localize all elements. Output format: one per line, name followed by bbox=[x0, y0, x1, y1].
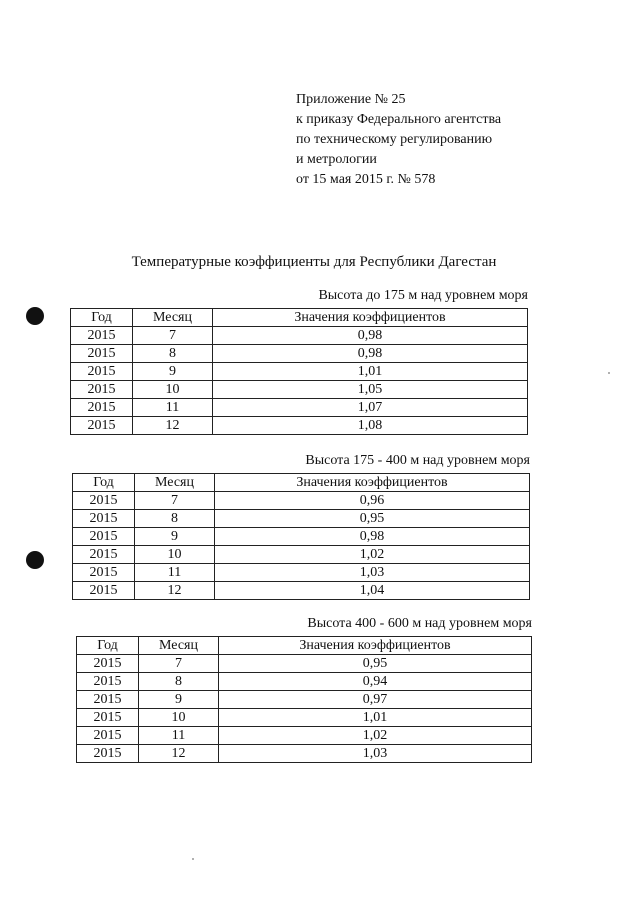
year-cell: 2015 bbox=[73, 492, 135, 510]
table-row bbox=[71, 345, 528, 363]
year-cell: 2015 bbox=[77, 673, 139, 691]
month-cell: 8 bbox=[139, 673, 219, 691]
coefficient-cell: 0,95 bbox=[219, 655, 532, 673]
coefficient-cell: 1,03 bbox=[215, 564, 530, 582]
year-column-header: Год bbox=[73, 474, 135, 492]
year-cell: 2015 bbox=[77, 655, 139, 673]
table-header-row bbox=[71, 309, 528, 327]
month-cell: 9 bbox=[135, 528, 215, 546]
month-cell: 10 bbox=[133, 381, 213, 399]
month-column-header: Месяц bbox=[133, 309, 213, 327]
scan-speck bbox=[608, 372, 610, 374]
coefficient-cell: 1,01 bbox=[213, 363, 528, 381]
year-cell: 2015 bbox=[73, 510, 135, 528]
coefficient-cell: 1,03 bbox=[219, 745, 532, 763]
table-row bbox=[77, 691, 532, 709]
month-cell: 9 bbox=[139, 691, 219, 709]
coefficient-cell: 1,05 bbox=[213, 381, 528, 399]
order-date: от 15 мая 2015 г. № 578 bbox=[296, 172, 436, 187]
coefficient-table bbox=[76, 636, 532, 763]
coefficient-cell: 0,98 bbox=[213, 327, 528, 345]
month-cell: 12 bbox=[135, 582, 215, 600]
table-row bbox=[73, 528, 530, 546]
order-reference-line: по техническому регулированию bbox=[296, 132, 493, 147]
month-cell: 8 bbox=[133, 345, 213, 363]
document-title: Температурные коэффициенты для Республики Дагестан bbox=[131, 254, 497, 270]
altitude-caption: Высота 175 - 400 м над уровнем моря bbox=[305, 453, 530, 468]
month-cell: 11 bbox=[135, 564, 215, 582]
year-cell: 2015 bbox=[77, 727, 139, 745]
annex-header bbox=[296, 90, 501, 190]
month-cell: 9 bbox=[133, 363, 213, 381]
table-row bbox=[77, 727, 532, 745]
table-row bbox=[77, 673, 532, 691]
coefficient-cell: 0,96 bbox=[215, 492, 530, 510]
year-cell: 2015 bbox=[71, 417, 133, 435]
table-row bbox=[71, 363, 528, 381]
punch-hole-mark bbox=[26, 307, 44, 325]
altitude-caption: Высота 400 - 600 м над уровнем моря bbox=[307, 616, 532, 631]
coefficient-cell: 1,08 bbox=[213, 417, 528, 435]
coefficient-section-3 bbox=[76, 616, 532, 768]
coefficient-cell: 0,98 bbox=[215, 528, 530, 546]
value-column-header: Значения коэффициентов bbox=[215, 474, 530, 492]
year-cell: 2015 bbox=[71, 327, 133, 345]
value-column-header: Значения коэффициентов bbox=[213, 309, 528, 327]
table-row bbox=[73, 582, 530, 600]
coefficient-cell: 0,98 bbox=[213, 345, 528, 363]
table-row bbox=[71, 327, 528, 345]
coefficient-cell: 1,02 bbox=[219, 727, 532, 745]
month-cell: 10 bbox=[135, 546, 215, 564]
year-cell: 2015 bbox=[71, 345, 133, 363]
month-cell: 11 bbox=[133, 399, 213, 417]
year-cell: 2015 bbox=[73, 582, 135, 600]
year-cell: 2015 bbox=[77, 745, 139, 763]
table-row bbox=[77, 655, 532, 673]
coefficient-table bbox=[70, 308, 528, 435]
coefficient-cell: 0,95 bbox=[215, 510, 530, 528]
month-cell: 10 bbox=[139, 709, 219, 727]
table-row bbox=[73, 510, 530, 528]
coefficient-cell: 1,04 bbox=[215, 582, 530, 600]
year-cell: 2015 bbox=[77, 691, 139, 709]
year-cell: 2015 bbox=[71, 399, 133, 417]
table-row bbox=[73, 546, 530, 564]
month-cell: 7 bbox=[135, 492, 215, 510]
table-header-row bbox=[77, 637, 532, 655]
value-column-header: Значения коэффициентов bbox=[219, 637, 532, 655]
month-cell: 12 bbox=[139, 745, 219, 763]
table-row bbox=[73, 564, 530, 582]
scan-speck bbox=[192, 858, 194, 860]
month-cell: 11 bbox=[139, 727, 219, 745]
coefficient-section-2 bbox=[72, 453, 530, 605]
table-header-row bbox=[73, 474, 530, 492]
annex-number: Приложение № 25 bbox=[296, 92, 406, 107]
month-cell: 7 bbox=[139, 655, 219, 673]
table-row bbox=[77, 709, 532, 727]
table-row bbox=[77, 745, 532, 763]
year-cell: 2015 bbox=[71, 381, 133, 399]
month-column-header: Месяц bbox=[135, 474, 215, 492]
year-cell: 2015 bbox=[73, 564, 135, 582]
year-column-header: Год bbox=[77, 637, 139, 655]
year-cell: 2015 bbox=[71, 363, 133, 381]
order-reference-line: и метрологии bbox=[296, 152, 377, 167]
altitude-caption: Высота до 175 м над уровнем моря bbox=[318, 288, 528, 303]
punch-hole-mark bbox=[26, 551, 44, 569]
table-row bbox=[71, 417, 528, 435]
year-cell: 2015 bbox=[73, 546, 135, 564]
month-column-header: Месяц bbox=[139, 637, 219, 655]
table-row bbox=[71, 399, 528, 417]
month-cell: 8 bbox=[135, 510, 215, 528]
month-cell: 12 bbox=[133, 417, 213, 435]
order-reference-line: к приказу Федерального агентства bbox=[296, 112, 502, 127]
coefficient-cell: 1,02 bbox=[215, 546, 530, 564]
coefficient-cell: 1,01 bbox=[219, 709, 532, 727]
coefficient-cell: 1,07 bbox=[213, 399, 528, 417]
year-cell: 2015 bbox=[73, 528, 135, 546]
coefficient-cell: 0,97 bbox=[219, 691, 532, 709]
coefficient-cell: 0,94 bbox=[219, 673, 532, 691]
year-column-header: Год bbox=[71, 309, 133, 327]
coefficient-table bbox=[72, 473, 530, 600]
coefficient-section-1 bbox=[70, 288, 528, 440]
month-cell: 7 bbox=[133, 327, 213, 345]
year-cell: 2015 bbox=[77, 709, 139, 727]
table-row bbox=[71, 381, 528, 399]
table-row bbox=[73, 492, 530, 510]
